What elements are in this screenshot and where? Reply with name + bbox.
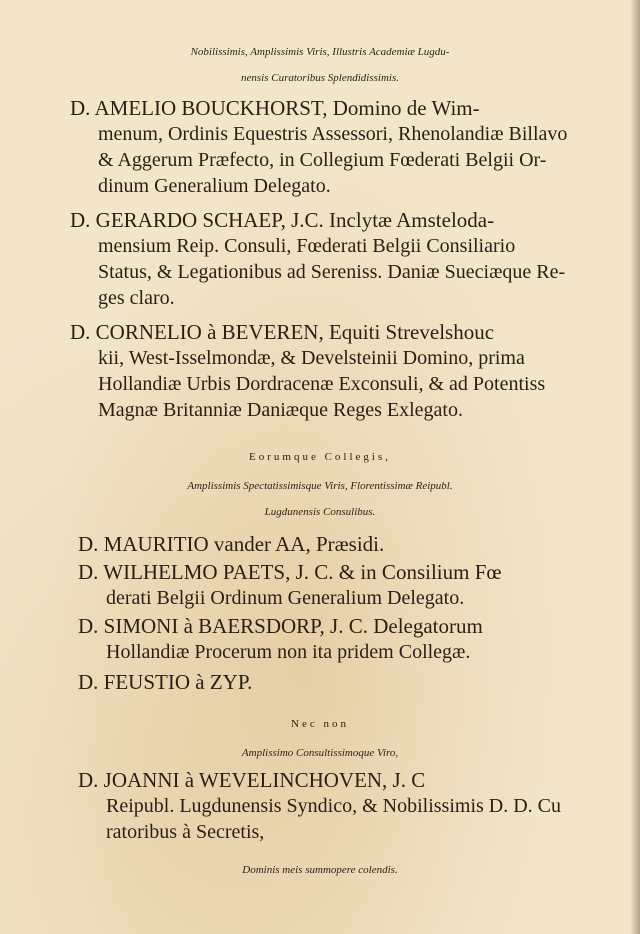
dedicatee-3-line-4: Magnæ Britanniæ Daniæque Reges Exlegato. — [98, 399, 463, 421]
dedicatee-1-line-3: & Aggerum Præfecto, in Collegium Fœderati Belgii Or- — [98, 149, 547, 171]
dedicatee-1-line-4: dinum Generalium Delegato. — [98, 175, 331, 197]
dedicatee-1-line-1: D. AMELIO BOUCKHORST, Domino de Wim- — [70, 96, 480, 120]
dedicatee-3-line-2: kii, West-Isselmondæ, & Develsteinii Domino, prima — [98, 347, 525, 369]
collegis-subtitle-2: Lugdunensis Consulibus. — [264, 506, 376, 518]
consul-3-line-2: Hollandiæ Procerum non ita pridem Collegæ. — [106, 641, 471, 663]
closing-salutation: Dominis meis summopere colendis. — [242, 864, 398, 876]
consul-2-line-1: D. WILHELMO PAETS, J. C. & in Consilium Fœ — [78, 560, 502, 584]
consul-2-line-2: derati Belgii Ordinum Generalium Delegato. — [106, 587, 465, 609]
collegis-subtitle-1: Amplissimis Spectatissimisque Viris, Florentissimæ Reipubl. — [187, 480, 453, 492]
consul-4-line-1: D. FEUSTIO à ZYP. — [78, 670, 253, 694]
consul-1-line-1: D. MAURITIO vander AA, Præsidi. — [78, 532, 385, 556]
final-line-2: Reipubl. Lugdunensis Syndico, & Nobilissimis D. D. Cu — [106, 795, 562, 817]
collegis-heading: Eorumque Collegis, — [249, 451, 391, 463]
dedicatee-1-line-2: menum, Ordinis Equestris Assessori, Rhenolandiæ Billavo — [98, 123, 568, 145]
header-line-2: nensis Curatoribus Splendidissimis. — [241, 72, 399, 84]
dedicatee-2-line-1: D. GERARDO SCHAEP, J.C. Inclytæ Amsteloda- — [70, 208, 495, 232]
final-line-1: D. JOANNI à WEVELINCHOVEN, J. C — [78, 768, 426, 792]
dedicatee-3-line-3: Hollandiæ Urbis Dordracenæ Exconsuli, & ad Potentiss — [98, 373, 546, 395]
consul-3-line-1: D. SIMONI à BAERSDORP, J. C. Delegatorum — [78, 614, 483, 638]
dedicatee-3-line-1: D. CORNELIO à BEVEREN, Equiti Strevelshouc — [70, 320, 495, 344]
header-line-1: Nobilissimis, Amplissimis Viris, Illustris Academiæ Lugdu- — [190, 46, 450, 58]
nec-non-heading: Nec non — [291, 718, 349, 730]
final-line-3: ratoribus à Secretis, — [106, 821, 265, 843]
dedicatee-2-line-2: mensium Reip. Consuli, Fœderati Belgii Consiliario — [98, 235, 516, 257]
dedicatee-2-line-3: Status, & Legationibus ad Sereniss. Daniæ Sueciæque Re- — [98, 261, 566, 283]
dedicatee-2-line-4: ges claro. — [98, 287, 175, 309]
nec-non-subtitle: Amplissimo Consultissimoque Viro, — [241, 747, 399, 759]
